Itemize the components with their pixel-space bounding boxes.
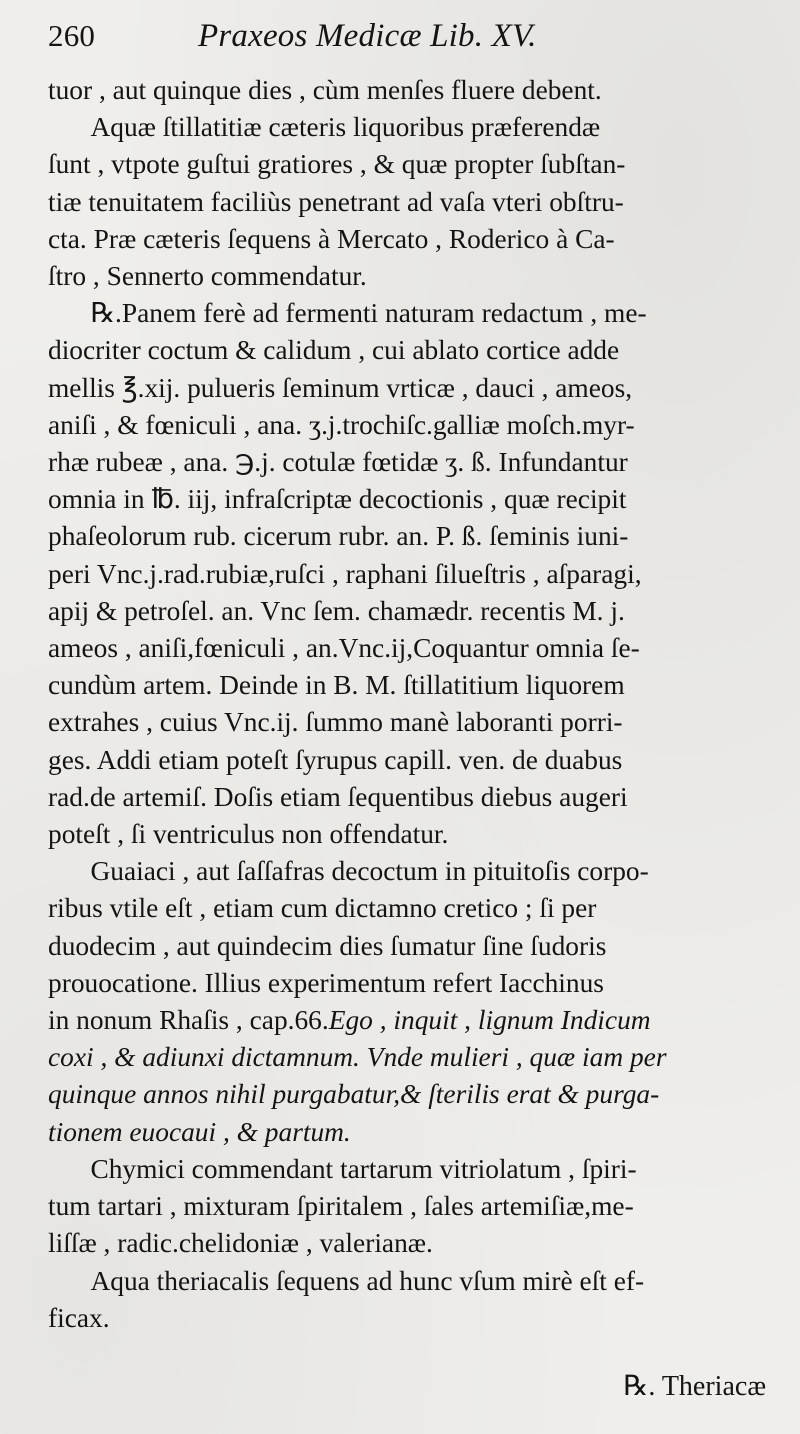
text-line: ſunt , vtpote guſtui gratiores , & quæ propter ſubſtan- <box>48 149 626 180</box>
text-line: tiæ tenuitatem faciliùs penetrant ad vaſa vteri obſtru- <box>48 186 624 217</box>
text-line: ameos , aniſi,fœniculi , an.Vnc.ij,Coquantur omnia ſe- <box>48 633 640 664</box>
text-line: rad.de artemiſ. Doſis etiam ſequentibus diebus augeri <box>48 781 628 812</box>
italic-quote-line: tionem euocaui , & partum. <box>48 1116 351 1147</box>
text-line: mellis ℥.xij. pulueris ſeminum vrticæ , dauci , ameos, <box>48 372 633 403</box>
running-head: Praxeos Medicæ Lib. XV. <box>198 18 537 54</box>
text-line: tum tartari , mixturam ſpiritalem , ſales artemiſiæ,me- <box>48 1191 634 1222</box>
text-line: Aqua theriacalis ſequens ad hunc vſum mirè eſt ef- <box>90 1265 645 1296</box>
text-line: aniſi , & fœniculi , ana. ʒ.j.trochiſc.galliæ moſch.myr- <box>48 409 635 440</box>
text-line: omnia in ℔. iij, infraſcriptæ decoctionis , quæ recipit <box>48 484 627 515</box>
text-line <box>48 1002 766 1039</box>
paragraph <box>48 295 766 853</box>
text-line: Aquæ ſtillatitiæ cæteris liquoribus præferendæ <box>90 112 601 143</box>
text-line: ficax. <box>48 1302 110 1333</box>
paragraph <box>48 1263 766 1337</box>
text-line: duodecim , aut quindecim dies ſumatur ſine ſudoris <box>48 930 607 961</box>
italic-quote-line: quinque annos nihil purgabatur,& ſterilis erat & purga- <box>48 1079 660 1110</box>
italic-quote: Ego , inquit , lignum Indicum <box>328 1005 651 1036</box>
text-segment: in nonum Rhaſis , cap.66. <box>48 1005 329 1036</box>
text-line: rhæ rubeæ , ana. ℈.j. cotulæ fœtidæ ʒ. ß. Infundantur <box>48 447 628 478</box>
text-line: tuor , aut quinque dies , cùm menſes fluere debent. <box>48 75 602 105</box>
text-line: phaſeolorum rub. cicerum rubr. an. P. ß. ſeminis iuni- <box>48 521 629 552</box>
text-line: Chymici commendant tartarum vitriolatum , ſpiri- <box>90 1153 637 1184</box>
text-line: apij & petroſel. an. Vnc ſem. chamædr. recentis M. j. <box>48 595 625 626</box>
text-line: cundùm artem. Deinde in B. M. ſtillatitium liquorem <box>48 670 625 701</box>
text-line: Guaiaci , aut ſaſſafras decoctum in pituitoſis corpo- <box>90 856 649 887</box>
body-text <box>48 72 766 1337</box>
text-line: peri Vnc.j.rad.rubiæ,ruſci , raphani ſilueſtris , aſparagi, <box>48 558 642 589</box>
text-line: ges. Addi etiam poteſt ſyrupus capill. ven. de duabus <box>48 744 623 775</box>
text-line: prouocatione. Illius experimentum refert Iacchinus <box>48 967 604 998</box>
paragraph <box>48 72 766 109</box>
italic-quote-line: coxi , & adiunxi dictamnum. Vnde mulieri , quæ iam per <box>48 1042 667 1073</box>
text-line: ribus vtile eſt , etiam cum dictamno cretico ; ſi per <box>48 893 597 924</box>
text-line: liſſæ , radic.chelidoniæ , valerianæ. <box>48 1228 433 1259</box>
paragraph <box>48 1151 766 1263</box>
page-number: 260 <box>48 18 96 53</box>
catchword: ℞. Theriacæ <box>623 1371 766 1402</box>
text-line: diocriter coctum & calidum , cui ablato cortice adde <box>48 335 620 366</box>
page-header <box>48 18 766 72</box>
text-line: ℞.Panem ferè ad fermenti naturam redactum , me- <box>90 298 647 329</box>
text-line: extrahes , cuius Vnc.ij. ſummo manè laboranti porri- <box>48 707 623 738</box>
paragraph <box>48 109 766 295</box>
text-line: ſtro , Sennerto commendatur. <box>48 261 367 292</box>
text-line: cta. Præ cæteris ſequens à Mercato , Roderico à Ca- <box>48 223 615 254</box>
text-line: poteſt , ſi ventriculus non offendatur. <box>48 819 449 850</box>
paragraph <box>48 853 766 1151</box>
